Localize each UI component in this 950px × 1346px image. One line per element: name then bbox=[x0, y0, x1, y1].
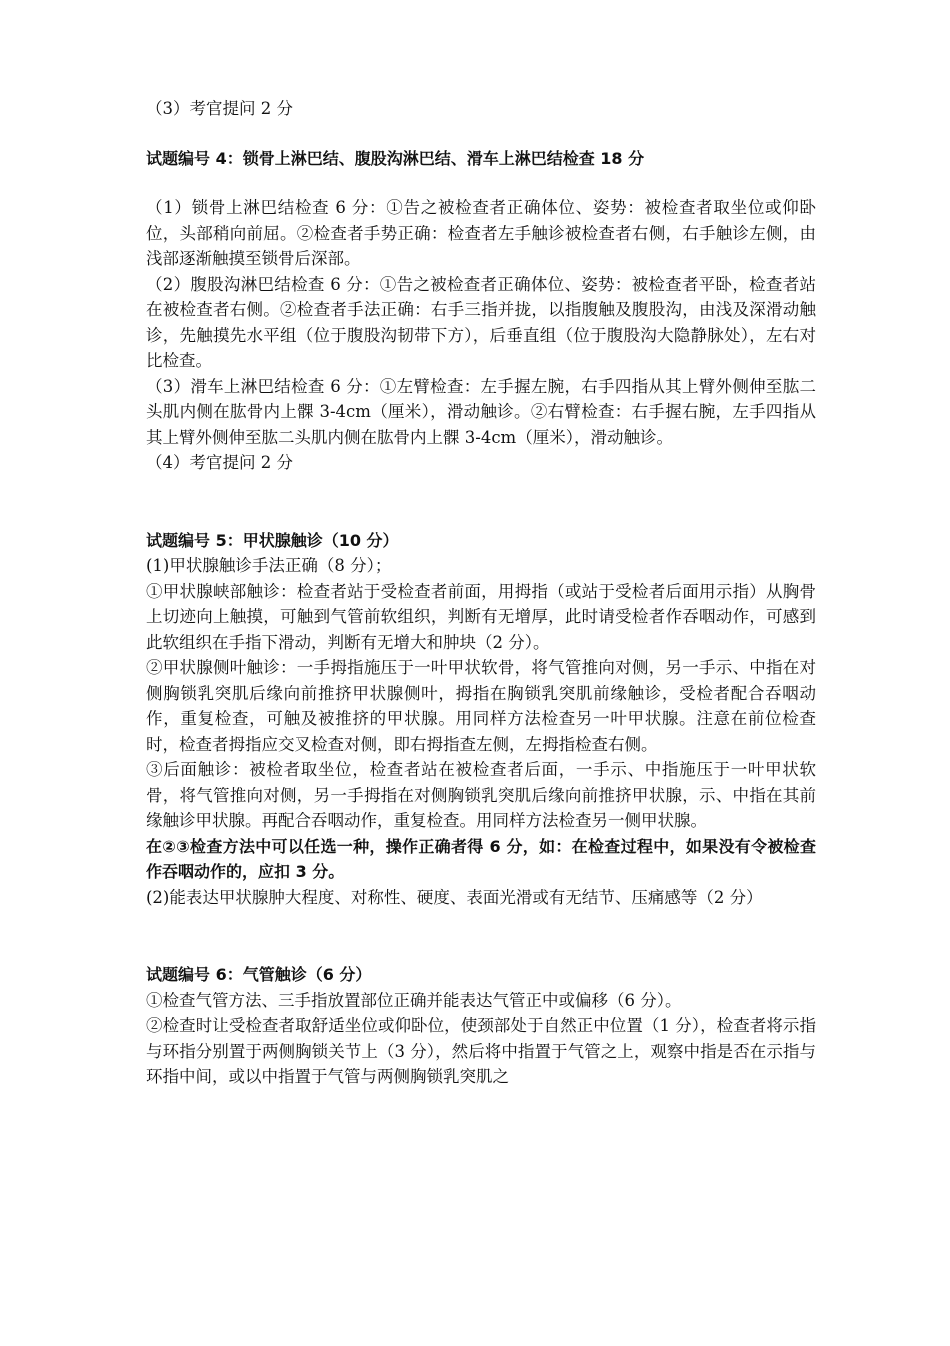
q4-item-1: （1）锁骨上淋巴结检查 6 分：①告之被检查者正确体位、姿势：被检查者取坐位或仰卧位，头部稍向前屈。②检查者手势正确：检查者左手触诊被检查者右侧，右手触诊左侧，由浅部逐渐触摸至锁骨后深部。 bbox=[146, 198, 816, 268]
q5-step-1: ①甲状腺峡部触诊：检查者站于受检查者前面，用拇指（或站于受检者后面用示指）从胸骨上切迹向上触摸，可触到气管前软组织，判断有无增厚，此时请受检者作吞咽动作，可感到此软组织在手指下滑动，判断有无增大和肿块（2 分）。 bbox=[146, 581, 816, 652]
q5-note: 在②③检查方法中可以任选一种，操作正确者得 6 分，如：在检查过程中，如果没有令被检查作吞咽动作的，应扣 3 分。 bbox=[146, 836, 816, 881]
q6-step-1: ①检查气管方法、三手指放置部位正确并能表达气管正中或偏移（6 分）。 bbox=[146, 990, 682, 1010]
q6-title: 试题编号 6：气管触诊（6 分） bbox=[146, 965, 372, 984]
document-page bbox=[146, 96, 816, 1090]
q4-item-2: （2）腹股沟淋巴结检查 6 分：①告之被检查者正确体位、姿势：被检查者平卧，检查者站在被检查者右侧。②检查者手法正确：右手三指并拢，以指腹触及腹股沟，由浅及深滑动触诊，先触摸先水平组（位于腹股沟韧带下方），后垂直组（位于腹股沟大隐静脉处），左右对比检查。 bbox=[146, 274, 816, 370]
q5-step-3: ③后面触诊：被检者取坐位，检查者站在被检查者后面，一手示、中指施压于一叶甲状软骨，将气管推向对侧，另一手拇指在对侧胸锁乳突肌后缘向前推挤甲状腺，示、中指在其前缘触诊甲状腺。再配合吞咽动作，重复检查。用同样方法检查另一侧甲状腺。 bbox=[146, 760, 816, 830]
q4-item-4: （4）考官提问 2 分 bbox=[146, 453, 293, 472]
q5-step-2: ②甲状腺侧叶触诊：一手拇指施压于一叶甲状软骨，将气管推向对侧，另一手示、中指在对侧胸锁乳突肌后缘向前推挤甲状腺侧叶，拇指在胸锁乳突肌前缘触诊，受检者配合吞咽动作，重复检查，可触及被推挤的甲状腺。用同样方法检查另一叶甲状腺。注意在前位检查时，检查者拇指应交叉检查对侧，即右拇指查左侧，左拇指检查右侧。 bbox=[146, 658, 816, 754]
q3-item-3: （3）考官提问 2 分 bbox=[146, 99, 293, 118]
q5-item-1: (1)甲状腺触诊手法正确（8 分）； bbox=[146, 556, 392, 575]
q6-step-2: ②检查时让受检查者取舒适坐位或仰卧位，使颈部处于自然正中位置（1 分），检查者将示指与环指分别置于两侧胸锁关节上（3 分），然后将中指置于气管之上，观察中指是否在示指与环指中间，或以中指置于气管与两侧胸锁乳突肌之 bbox=[146, 1016, 816, 1086]
q5-item-2: (2)能表达甲状腺肿大程度、对称性、硬度、表面光滑或有无结节、压痛感等（2 分） bbox=[146, 887, 763, 907]
q4-title: 试题编号 4：锁骨上淋巴结、腹股沟淋巴结、滑车上淋巴结检查 18 分 bbox=[146, 148, 645, 168]
q5-title: 试题编号 5：甲状腺触诊（10 分） bbox=[146, 530, 399, 550]
q4-item-3: （3）滑车上淋巴结检查 6 分：①左臂检查：左手握左腕，右手四指从其上臂外侧伸至肱二头肌内侧在肱骨内上髁 3-4cm（厘米），滑动触诊。②右臂检查：右手握右腕，左手四指从其上臂外侧伸至肱二头肌内侧在肱骨内上髁 3-4cm（厘米），滑动触诊。 bbox=[146, 376, 816, 447]
